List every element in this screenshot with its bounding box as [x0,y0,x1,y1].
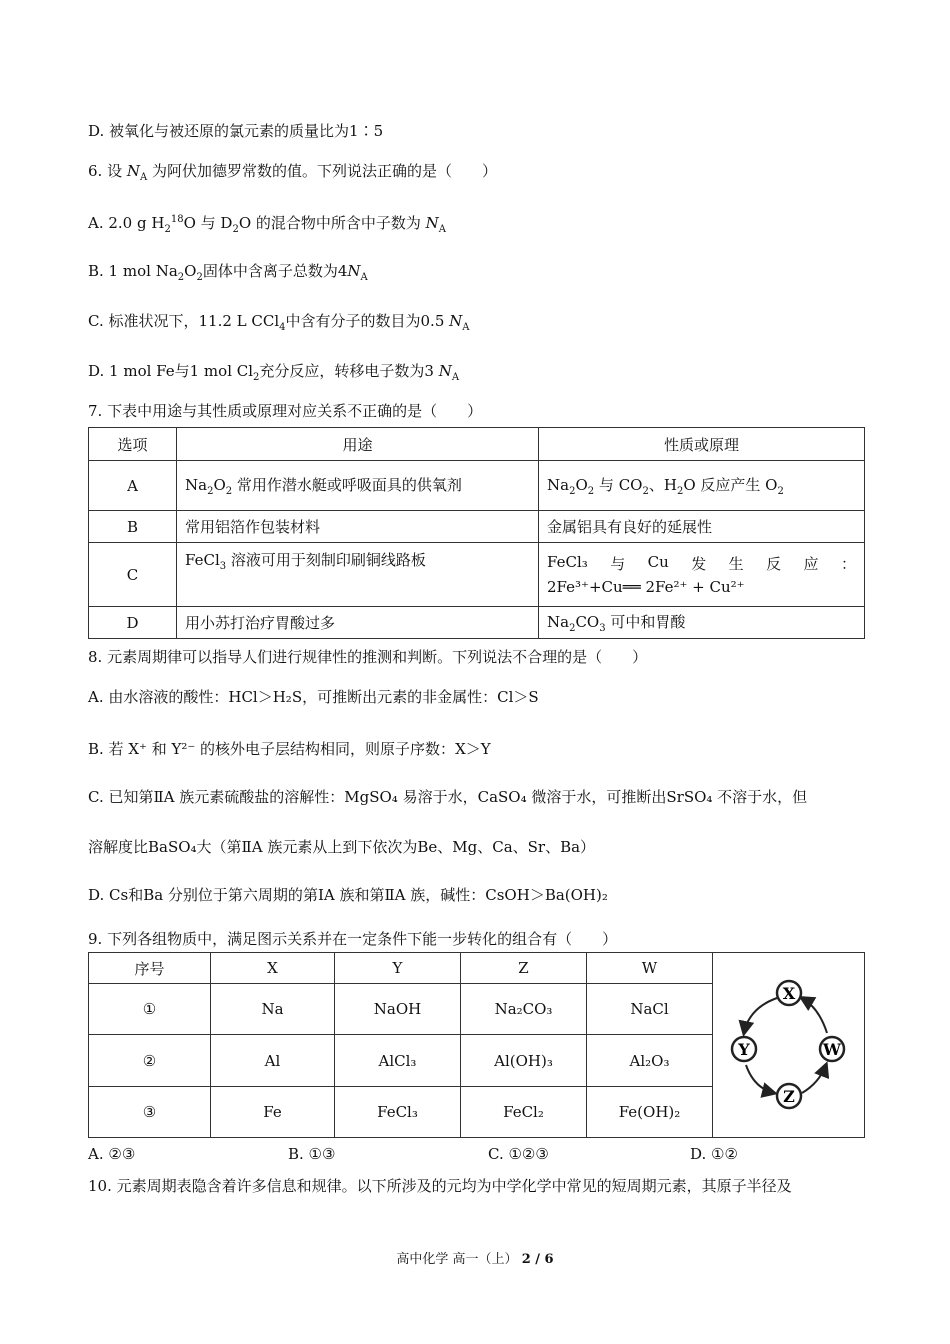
q7-c-equation: 2Fe³⁺+Cu══ 2Fe²⁺ + Cu²⁺ [547,578,745,596]
table-row: A $Na_2O_2$ 常用作潜水艇或呼吸面具的供氧剂 $Na_2O_2$ 与 $CO_2$、$H_2O$ 反应产生 $O_2$ [89,461,865,511]
table-row: ① Na NaOH Na₂CO₃ NaCl [89,984,865,1035]
q9-answer-a: A. ②③ [88,1145,136,1163]
q6-option-c: C. 标准状况下，11.2 L CCl$_4$中含有分子的数目为0.5 $N_A$ [88,312,470,333]
q9-stem: 9. 下列各组物质中，满足图示关系并在一定条件下能一步转化的组合有（ ） [88,930,618,948]
q9-header: Z [461,953,587,984]
q9-header: 序号 [89,953,211,984]
q5-option-d: D. 被氧化与被还原的氯元素的质量比为1∶5 [88,122,384,140]
q9-header: W [587,953,713,984]
table-row: D 用小苏打治疗胃酸过多 $Na_2CO_3$ 可中和胃酸 [89,607,865,639]
node-w-label: W [822,1040,841,1059]
arrow-y-to-z [746,1065,774,1093]
q7-header: 用途 [177,428,539,461]
q6-option-b: B. 1 mol $Na_2O_2$固体中含离子总数为$4N_A$ [88,262,368,283]
table-row: B 常用铝箔作包装材料 金属铝具有良好的延展性 [89,511,865,543]
cycle-diagram [713,953,865,1138]
cycle-diagram-svg [714,953,864,1133]
page-footer [0,1248,950,1267]
q6-stem: 6. 设 $N_A$ 为阿伏加德罗常数的值。下列说法正确的是（ ） [88,162,498,183]
node-x-label: X [782,984,795,1003]
q9-header: X [211,953,335,984]
q8-option-a: A. 由水溶液的酸性：HCl＞H₂S，可推断出元素的非金属性：Cl＞S [88,688,539,706]
q7-header: 选项 [89,428,177,461]
q10-stem: 10. 元素周期表隐含着许多信息和规律。以下所涉及的元均为中学化学中常见的短周期元素，其原子半径及 [88,1177,792,1195]
q6-option-d: D. 1 mol Fe与1 mol $Cl_2$充分反应，转移电子数为3 $N_A$ [88,362,460,383]
q9-answer-b: B. ①③ [288,1145,336,1163]
arrow-w-to-x [802,998,827,1033]
q8-option-b: B. 若 X⁺ 和 Y²⁻ 的核外电子层结构相同，则原子序数：X＞Y [88,740,491,758]
q9-header: Y [335,953,461,984]
q9-table [88,952,865,1138]
node-z-label: Z [782,1087,795,1106]
q8-option-c-line1: C. 已知第ⅡA 族元素硫酸盐的溶解性：MgSO₄ 易溶于水，CaSO₄ 微溶于水，可推断出SrSO₄ 不溶于水，但 [88,788,808,806]
q7-use: $Na_2O_2$ 常用作潜水艇或呼吸面具的供氧剂 [177,461,539,511]
q8-option-d: D. Cs和Ba 分别位于第六周期的第ⅠA 族和第ⅡA 族，碱性：CsOH＞Ba(OH)₂ [88,886,608,904]
table-row: ③ Fe FeCl₃ FeCl₂ Fe(OH)₂ [89,1086,865,1137]
table-row: C FeCl$_3$ 溶液可用于刻制印刷铜线路板 FeCl₃ 与 Cu 发 生 反 应 ： 2Fe³⁺+Cu══ 2Fe²⁺ + Cu²⁺ [89,543,865,607]
page-number: 2 / 6 [521,1252,554,1267]
q8-option-c-line2: 溶解度比BaSO₄大（第ⅡA 族元素从上到下依次为Be、Mg、Ca、Sr、Ba） [88,838,596,856]
arrow-z-to-w [802,1065,826,1093]
q7-c-prop-words: FeCl₃ 与 Cu 发 生 反 应 ： [547,553,856,573]
q9-answer-d: D. ①② [690,1145,738,1163]
q9-answer-c: C. ①②③ [488,1145,549,1163]
q6-option-a: A. 2.0 g $H_2^{18}O$ 与 $D_2O$ 的混合物中所含中子数为 $N_A$ [88,214,447,235]
q7-table [88,427,865,639]
node-y-label: Y [737,1040,750,1059]
footer-subject: 高中化学 高一（上） [396,1252,518,1267]
q7-prop: $Na_2O_2$ 与 $CO_2$、$H_2O$ 反应产生 $O_2$ [539,461,865,511]
q7-header: 性质或原理 [539,428,865,461]
q8-stem: 8. 元素周期律可以指导人们进行规律性的推测和判断。下列说法不合理的是（ ） [88,648,648,666]
table-row: ② Al AlCl₃ Al(OH)₃ Al₂O₃ [89,1035,865,1086]
arrow-x-to-y [744,998,777,1033]
q7-stem: 7. 下表中用途与其性质或原理对应关系不正确的是（ ） [88,402,483,420]
